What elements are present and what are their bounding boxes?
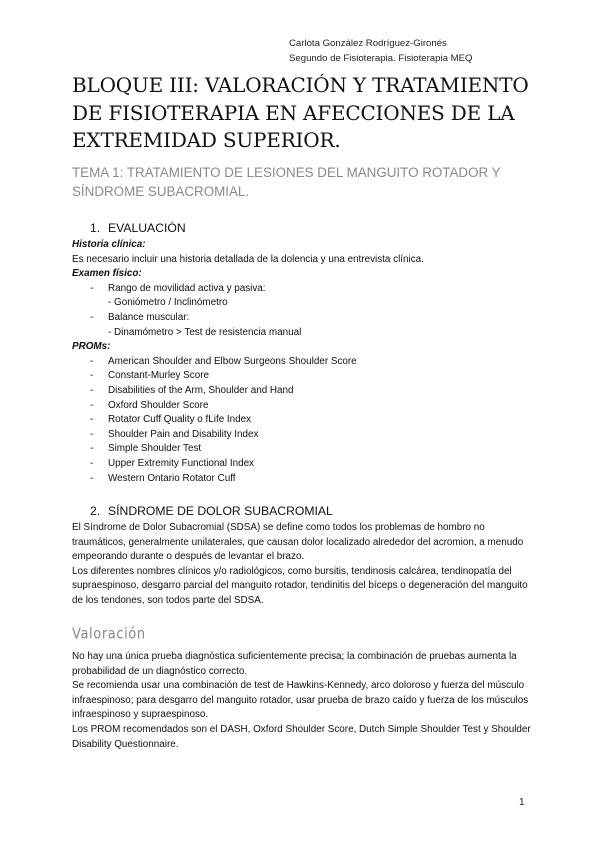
prom-item-text: Disabilities of the Arm, Shoulder and Hand — [108, 384, 294, 396]
page-number: 1 — [519, 797, 525, 808]
prom-item — [72, 369, 532, 384]
prom-item-text: Shoulder Pain and Disability Index — [108, 428, 259, 440]
dash-bullet: - — [90, 384, 94, 396]
prom-item — [72, 428, 532, 443]
prom-item — [72, 355, 532, 370]
dash-bullet: - — [90, 457, 94, 469]
prom-list — [72, 355, 532, 486]
prom-label: PROMs: — [72, 341, 111, 353]
prom-item-text: American Shoulder and Elbow Surgeons Shoulder Score — [108, 355, 357, 367]
section-1-heading — [90, 221, 186, 235]
examen-item — [72, 282, 532, 297]
dash-bullet: - — [90, 472, 94, 484]
valoracion-heading: Valoración — [72, 626, 146, 644]
prom-item — [72, 384, 532, 399]
author-name: Carlota González Rodríguez-Gironés — [289, 38, 447, 49]
dash-bullet: - — [90, 414, 94, 426]
section-2-number: 2. — [90, 504, 101, 518]
dash-bullet: - — [90, 443, 94, 455]
prom-item-text: Western Ontario Rotator Cuff — [108, 472, 236, 484]
prom-item — [72, 457, 532, 472]
examen-item — [72, 311, 532, 326]
examen-item-text: Rango de movilidad activa y pasiva: — [108, 282, 266, 294]
dash-bullet: - — [90, 355, 94, 367]
prom-item-text: Oxford Shoulder Score — [108, 399, 209, 411]
section-1-content — [72, 238, 532, 486]
dash-bullet: - — [90, 399, 94, 411]
prom-item-text: Constant-Murley Score — [108, 370, 209, 382]
historia-text: Es necesario incluir una historia detallada de la dolencia y una entrevista clínica. — [72, 253, 424, 265]
prom-item — [72, 413, 532, 428]
prom-item-text: Upper Extremity Functional Index — [108, 457, 254, 469]
section-1-title: EVALUACIÓN — [108, 221, 186, 235]
course-name: Segundo de Fisioterapia. Fisioterapia MEQ — [289, 53, 473, 64]
dash-bullet: - — [90, 370, 94, 382]
section-2-content — [72, 521, 532, 609]
dash-bullet: - — [90, 282, 94, 294]
topic-subtitle: TEMA 1: TRATAMIENTO DE LESIONES DEL MANGUITO ROTADOR Y SÍNDROME SUBACROMIAL. — [72, 165, 501, 199]
examen-list — [72, 282, 532, 340]
prom-item — [72, 399, 532, 414]
dash-bullet: - — [90, 428, 94, 440]
prom-item — [72, 472, 532, 487]
prom-item — [72, 442, 532, 457]
historia-label: Historia clínica: — [72, 239, 146, 250]
sdsa-names-paragraph: Los diferentes nombres clínicos y/o radiológicos, como bursitis, tendinosis calcárea, tendinopatía del supraespinoso, desgarro parcial del manguito rotador, tendinitis del bíceps o degeneración del manguito de los tendones, son todos parte del SDSA. — [72, 565, 528, 606]
valoracion-content — [72, 650, 532, 752]
dash-bullet: - — [90, 311, 94, 323]
sdsa-definition-paragraph: El Síndrome de Dolor Subacromial (SDSA) se define como todos los problemas de hombro no traumáticos, generalmente unilaterales, que causan dolor localizado alrededor del acromion, a menudo empeorando durante o después de levantar el brazo. — [72, 522, 524, 563]
prom-item-text: Simple Shoulder Test — [108, 443, 202, 455]
examen-label: Examen físico: — [72, 268, 142, 280]
examen-item-detail: - Dinamómetro > Test de resistencia manual — [108, 326, 302, 338]
header-block — [289, 36, 472, 66]
prom-item-text: Rotator Cuff Quality o fLife Index — [108, 414, 252, 426]
examen-item-text: Balance muscular: — [108, 311, 190, 323]
section-1-number: 1. — [90, 221, 101, 235]
valoracion-paragraph: No hay una única prueba diagnóstica suficientemente precisa; la combinación de pruebas aumenta la probabilidad de un diagnóstico correcto. — [72, 651, 517, 677]
valoracion-paragraph: Se recomienda usar una combinación de test de Hawkins-Kennedy, arco doloroso y fuerza del músculo infraespinoso; para desgarro del manguito rotador, usar prueba de brazo caído y fuerza de los músculos infraespinoso y supraespinoso. — [72, 680, 529, 721]
examen-item-detail: - Goniómetro / Inclinómetro — [108, 297, 228, 309]
valoracion-paragraph: Los PROM recomendados son el DASH, Oxford Shoulder Score, Dutch Simple Shoulder Test y Shoulder Disability Questionnaire. — [72, 723, 531, 750]
section-2-heading — [90, 504, 333, 518]
main-title: BLOQUE III: VALORACIÓN Y TRATAMIENTO DE FISIOTERAPIA EN AFECCIONES DE LA EXTREMIDAD SUPERIOR. — [72, 73, 529, 152]
section-2-title: SÍNDROME DE DOLOR SUBACROMIAL — [108, 504, 333, 518]
